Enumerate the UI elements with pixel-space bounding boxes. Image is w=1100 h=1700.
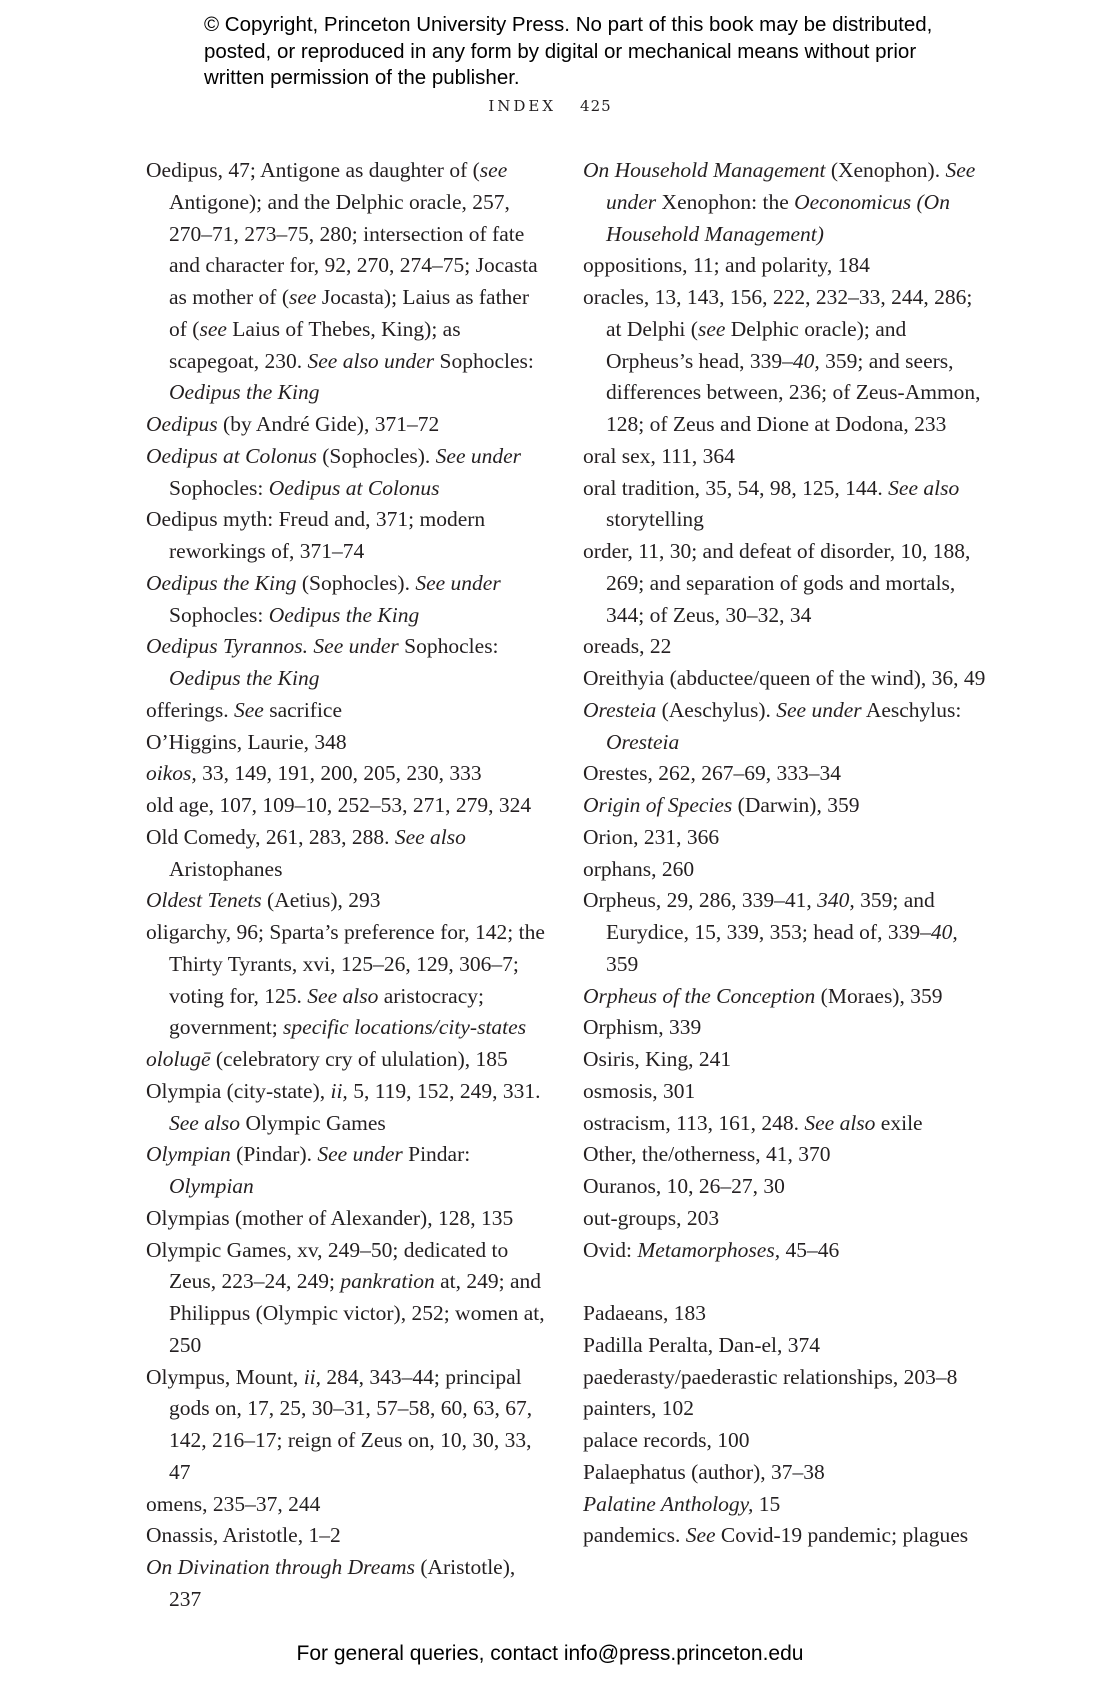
index-entry bbox=[583, 1108, 993, 1140]
index-entry-text: oracles, 13, 143, 156, 222, 232–33, 244, 286; at Delphi ( bbox=[583, 285, 973, 341]
index-entry bbox=[583, 631, 993, 663]
index-entry bbox=[146, 1044, 546, 1076]
index-entry-text: (Moraes), 359 bbox=[815, 983, 943, 1008]
index-entry-text: Oreithyia (abductee/queen of the wind), 36, 49 bbox=[583, 666, 986, 690]
index-entry-text: storytelling bbox=[606, 507, 704, 532]
index-entry-text: oligarchy, 96; Sparta’s preference for, 142; the Thirty Tyrants, xvi, 125–26, 129, 306–7; voting for, 125. bbox=[146, 920, 545, 1008]
index-entry bbox=[146, 1552, 546, 1616]
index-entry-text: See bbox=[685, 1523, 716, 1548]
index-entry-text: 5, 119, 152, 249, 331. bbox=[347, 1078, 541, 1103]
index-entry-text: Sophocles: bbox=[169, 475, 269, 500]
index-entry-text: Oedipus the King bbox=[169, 666, 320, 690]
index-entry-text: Old Comedy, 261, 283, 288. bbox=[146, 824, 395, 849]
index-entry-text: See also under bbox=[307, 348, 435, 373]
index-entry-text: out-groups, 203 bbox=[583, 1205, 720, 1230]
index-entry-text: see bbox=[697, 316, 726, 341]
index-entry bbox=[146, 1139, 546, 1203]
index-entry bbox=[583, 1044, 993, 1076]
index-entry-text: Sophocles: bbox=[169, 602, 269, 627]
index-entry-text: Osiris, King, 241 bbox=[583, 1047, 732, 1071]
index-entry bbox=[583, 790, 993, 822]
index-entry-text: (Darwin), 359 bbox=[732, 793, 860, 817]
index-entry-text: See under bbox=[317, 1142, 403, 1167]
index-entry bbox=[583, 1393, 993, 1425]
index-entry-text: painters, 102 bbox=[583, 1396, 695, 1421]
index-entry bbox=[583, 885, 993, 980]
index-entry-text: 359; and seers, differences between, 236; of Zeus-Ammon, 128; of Zeus and Dione at Dodona, 233 bbox=[606, 348, 981, 436]
index-entry-text: ostracism, 113, 161, 248. bbox=[583, 1110, 805, 1135]
index-entry-text: Oldest Tenets bbox=[146, 888, 262, 913]
index-entry-text: (Aristotle), 237 bbox=[169, 1555, 516, 1611]
index-entry-text: See under bbox=[776, 697, 862, 722]
index-entry bbox=[146, 631, 546, 695]
index-entry-text: sacrifice bbox=[263, 697, 343, 722]
index-entry bbox=[583, 250, 993, 282]
index-entry bbox=[583, 1298, 993, 1330]
index-entry bbox=[146, 504, 546, 568]
index-entry-text: On Divination through Dreams bbox=[146, 1555, 415, 1579]
index-entry-text: Olympia (city-state), bbox=[146, 1078, 331, 1103]
index-entry-text: Oeconomicus (On Household Management) bbox=[606, 189, 950, 246]
index-entry-text: see bbox=[479, 158, 508, 182]
index-entry-text: Orion, 231, 366 bbox=[583, 824, 720, 849]
index-entry-text: orphans, 260 bbox=[583, 856, 695, 881]
index-entry bbox=[583, 1203, 993, 1235]
index-entry-text: See also bbox=[307, 983, 379, 1008]
index-entry-text: Oedipus Tyrannos. See under bbox=[146, 634, 399, 659]
index-entry-text: Metamorphoses, bbox=[637, 1237, 781, 1262]
index-entry-text: Olympian bbox=[169, 1174, 254, 1198]
index-entry-text: Palaephatus (author), 37–38 bbox=[583, 1459, 825, 1484]
index-entry bbox=[146, 917, 546, 1044]
index-entry-text: osmosis, 301 bbox=[583, 1078, 696, 1103]
index-entry-text: Aeschylus: bbox=[861, 697, 962, 722]
index-entry-text: palace records, 100 bbox=[583, 1428, 750, 1452]
index-entry-text: ololugē bbox=[146, 1047, 211, 1071]
index-entry-text: 359 bbox=[606, 951, 639, 976]
index-entry-text: (Xenophon). bbox=[825, 158, 946, 182]
index-entry-text: (Aetius), 293 bbox=[261, 888, 381, 913]
index-entry-text: specific locations/city-states bbox=[283, 1015, 527, 1040]
index-entry-text: Origin of Species bbox=[583, 793, 733, 817]
index-entry bbox=[583, 822, 993, 854]
index-entry-text: Olympian bbox=[146, 1142, 231, 1167]
index-entry bbox=[583, 854, 993, 886]
index-entry bbox=[146, 568, 546, 632]
index-entry-text: 40, bbox=[930, 920, 958, 944]
index-entry bbox=[583, 1171, 993, 1203]
index-entry-text: (celebratory cry of ululation), 185 bbox=[210, 1047, 508, 1071]
running-head bbox=[0, 97, 1100, 115]
index-entry-text: See also bbox=[804, 1110, 876, 1135]
index-entry-text: ii, bbox=[330, 1078, 348, 1103]
index-entry bbox=[583, 1012, 993, 1044]
index-entry-text: Xenophon: the bbox=[656, 189, 795, 214]
index-entry-text: Palatine Anthology, bbox=[583, 1491, 754, 1516]
index-entry bbox=[146, 1235, 546, 1362]
index-entry-text: 359; and Eurydice, 15, 339, 353; head of, 339– bbox=[606, 888, 935, 944]
index-entry bbox=[583, 663, 993, 695]
index-entry-text: Oedipus at Colonus bbox=[146, 443, 317, 468]
index-entry-text: Olympic Games bbox=[240, 1110, 386, 1135]
index-entry-text: oral tradition, 35, 54, 98, 125, 144. bbox=[583, 475, 889, 500]
index-entry-text: Oedipus the King bbox=[146, 570, 297, 595]
index-entry-text: Oedipus at Colonus bbox=[268, 475, 440, 500]
index-entry-text: Oedipus myth: Freud and, 371; modern reworkings of, 371–74 bbox=[146, 507, 486, 563]
index-column-right bbox=[583, 155, 993, 1552]
index-entry bbox=[146, 1362, 546, 1489]
index-entry-text: Olympias (mother of Alexander), 128, 135 bbox=[146, 1205, 514, 1230]
index-entry-text: 15 bbox=[753, 1491, 781, 1516]
index-entry bbox=[146, 822, 546, 886]
index-entry bbox=[583, 695, 993, 759]
index-entry-text: offerings. bbox=[146, 697, 234, 722]
letter-section-gap bbox=[583, 1266, 993, 1298]
index-entry-text: Covid-19 pandemic; plagues bbox=[715, 1523, 969, 1548]
index-entry bbox=[146, 790, 546, 822]
copyright-notice: © Copyright, Princeton University Press. No part of this book may be distributed, posted, or reproduced in any form by digital or mechanical means without prior written permission of the publisher. bbox=[204, 13, 933, 89]
index-entry bbox=[583, 1139, 993, 1171]
index-entry-text: 284, 343–44; principal gods on, 17, 25, 30–31, 57–58, 60, 63, 67, 142, 216–17; reign of Zeus on, 10, 30, 33, 47 bbox=[169, 1364, 533, 1484]
index-entry bbox=[146, 1203, 546, 1235]
index-entry-text: See under bbox=[435, 443, 522, 468]
index-entry-text: oikos, bbox=[146, 761, 197, 786]
index-entry-text: Sophocles: bbox=[398, 634, 499, 659]
index-entry-text: Other, the/otherness, 41, 370 bbox=[583, 1142, 831, 1167]
index-entry bbox=[583, 1489, 993, 1521]
index-entry-text: (Pindar). bbox=[230, 1142, 318, 1167]
index-entry bbox=[146, 155, 546, 409]
index-entry bbox=[583, 1362, 993, 1394]
index-entry-text: Oedipus, 47; Antigone as daughter of ( bbox=[146, 158, 480, 182]
index-entry-text: Padaeans, 183 bbox=[583, 1301, 706, 1325]
index-entry-text: 340, bbox=[817, 888, 855, 913]
index-entry-text: pandemics. bbox=[583, 1523, 686, 1548]
index-entry bbox=[146, 1076, 546, 1140]
index-entry bbox=[583, 1235, 993, 1267]
index-entry-text: Jocasta); Laius as father of ( bbox=[169, 285, 529, 341]
index-entry bbox=[146, 885, 546, 917]
footer-contact: For general queries, contact info@press.princeton.edu bbox=[296, 1642, 804, 1665]
index-entry-text: (Sophocles). bbox=[296, 570, 416, 595]
index-entry bbox=[146, 727, 546, 759]
index-entry-text: ii, bbox=[303, 1364, 322, 1389]
index-entry bbox=[583, 1425, 993, 1457]
index-entry-text: Oedipus the King bbox=[169, 380, 320, 405]
page-number: 425 bbox=[580, 97, 612, 115]
index-entry-text: Olympus, Mount, bbox=[146, 1364, 304, 1389]
index-entry-text: See also bbox=[888, 475, 960, 500]
index-entry-text: (Aeschylus). bbox=[656, 697, 777, 722]
index-entry-text: Onassis, Aristotle, 1–2 bbox=[146, 1523, 341, 1548]
index-entry bbox=[583, 441, 993, 473]
index-entry bbox=[583, 473, 993, 537]
index-entry bbox=[583, 536, 993, 631]
index-entry-text: 33, 149, 191, 200, 205, 230, 333 bbox=[196, 761, 482, 786]
index-entry-text: order, 11, 30; and defeat of disorder, 10, 188, 269; and separation of gods and mortals, 344; of Zeus, 30–32, 34 bbox=[583, 539, 971, 627]
index-entry bbox=[583, 758, 993, 790]
index-entry-text: Delphic oracle); and Orpheus’s head, 339– bbox=[606, 316, 907, 373]
index-entry bbox=[146, 409, 546, 441]
index-entry bbox=[146, 1520, 546, 1552]
index-entry-text: 40, bbox=[792, 348, 820, 373]
index-entry-text: Oedipus bbox=[146, 412, 218, 436]
index-entry-text: Orpheus, 29, 286, 339–41, bbox=[583, 888, 818, 913]
index-entry-text: pankration bbox=[340, 1269, 435, 1294]
index-entry bbox=[583, 282, 993, 441]
index-entry-text: Olympic Games, xv, 249–50; dedicated to Zeus, 223–24, 249; bbox=[146, 1237, 509, 1294]
index-entry-text: Laius of Thebes, King); as scapegoat, 230. bbox=[169, 316, 461, 373]
index-column-left bbox=[146, 155, 546, 1616]
index-entry bbox=[583, 1457, 993, 1489]
index-entry-text: Oedipus the King bbox=[268, 602, 420, 627]
index-entry-text: Sophocles: bbox=[434, 348, 534, 373]
index-entry-text: oral sex, 111, 364 bbox=[583, 443, 735, 468]
index-entry bbox=[146, 1489, 546, 1521]
index-entry-text: exile bbox=[875, 1110, 923, 1135]
index-entry-text: old age, 107, 109–10, 252–53, 271, 279, 324 bbox=[146, 793, 532, 817]
index-entry-text: at, 249; and Philippus (Olympic victor), 252; women at, 250 bbox=[169, 1269, 545, 1357]
index-entry bbox=[583, 1330, 993, 1362]
index-entry bbox=[583, 155, 993, 250]
running-head-section: INDEX bbox=[488, 97, 557, 115]
index-entry-text: Padilla Peralta, Dan-el, 374 bbox=[583, 1332, 821, 1357]
index-entry-text: See also bbox=[394, 824, 466, 849]
index-entry-text: paederasty/paederastic relationships, 203–8 bbox=[583, 1364, 958, 1389]
index-entry-text: Ouranos, 10, 26–27, 30 bbox=[583, 1174, 785, 1198]
index-entry bbox=[146, 758, 546, 790]
index-entry-text: Orphism, 339 bbox=[583, 1015, 702, 1040]
index-entry-text: See also bbox=[169, 1110, 241, 1135]
index-entry-text: see bbox=[199, 316, 227, 341]
index-entry-text: Oresteia bbox=[583, 697, 657, 722]
index-entry-text: Aristophanes bbox=[169, 856, 283, 881]
index-entry-text: oreads, 22 bbox=[583, 634, 672, 659]
index-entry-text: omens, 235–37, 244 bbox=[146, 1491, 321, 1516]
index-entry bbox=[583, 981, 993, 1013]
index-entry bbox=[583, 1520, 993, 1552]
index-entry-text: (by André Gide), 371–72 bbox=[217, 412, 440, 436]
index-entry-text: See bbox=[233, 697, 264, 722]
index-entry-text: 45–46 bbox=[780, 1237, 840, 1262]
index-entry bbox=[146, 695, 546, 727]
index-entry-text: Orpheus of the Conception bbox=[583, 983, 816, 1008]
index-entry-text: aristocracy; government; bbox=[169, 983, 484, 1040]
index-entry-text: Oresteia bbox=[606, 729, 680, 754]
index-entry-text: (Sophocles). bbox=[316, 443, 436, 468]
index-entry bbox=[583, 1076, 993, 1108]
index-entry-text: Ovid: bbox=[583, 1237, 638, 1262]
index-entry-text: Antigone); and the Delphic oracle, 257, 270–71, 273–75, 280; intersection of fate and character for, 92, 270, 274–75; Jocasta as mother of ( bbox=[169, 189, 538, 309]
index-entry-text: Orestes, 262, 267–69, 333–34 bbox=[583, 761, 841, 786]
index-entry-text: See under bbox=[606, 158, 976, 214]
index-entry-text: oppositions, 11; and polarity, 184 bbox=[583, 253, 870, 278]
index-entry-text: O’Higgins, Laurie, 348 bbox=[146, 729, 347, 754]
index-entry-text: See under bbox=[415, 570, 501, 595]
index-entry-text: Pindar: bbox=[402, 1142, 471, 1167]
index-entry bbox=[146, 441, 546, 505]
index-entry-text: On Household Management bbox=[583, 158, 826, 182]
index-entry-text: see bbox=[289, 285, 317, 309]
